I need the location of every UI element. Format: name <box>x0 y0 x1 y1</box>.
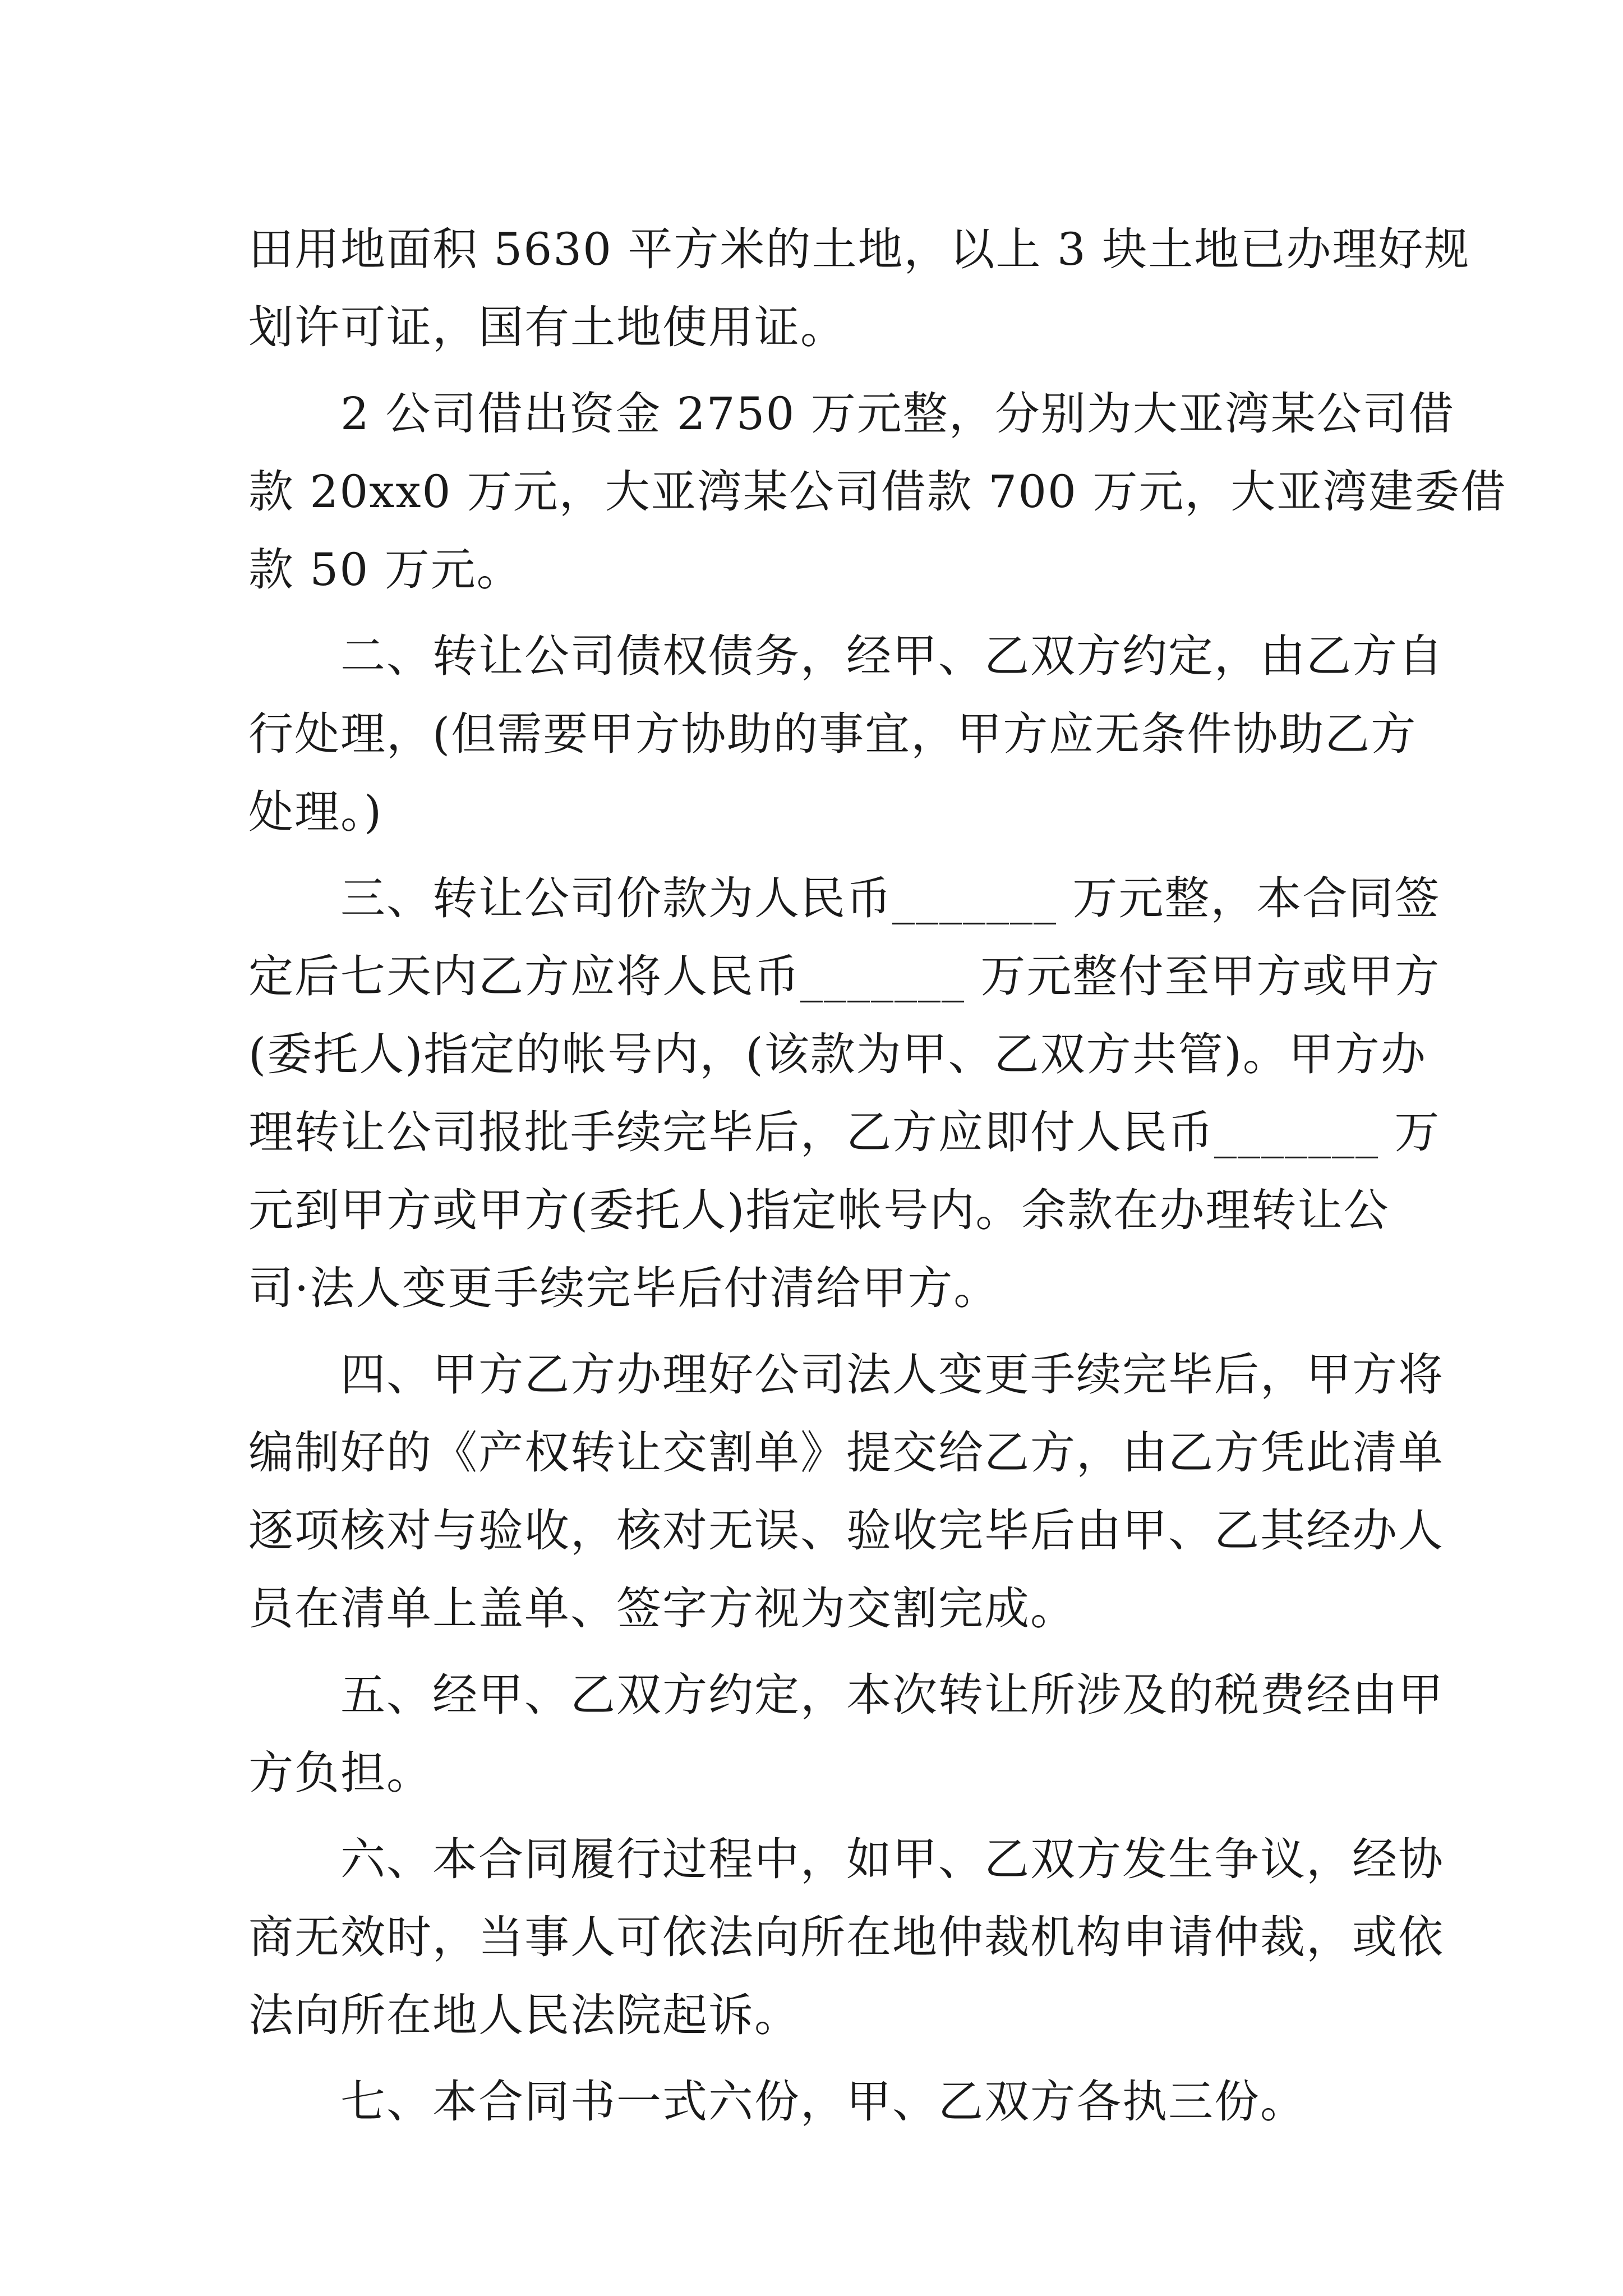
text-line: 方负担。 <box>248 1747 432 1799</box>
text-line: 逐项核对与验收，核对无误、验收完毕后由甲、乙其经办人 <box>248 1504 1444 1557</box>
text-line: 田用地面积 5630 平方米的土地，以上 3 块土地已办理好规 <box>248 223 1470 275</box>
paragraph-clause-3 <box>248 859 1441 1327</box>
paragraph-land-continuation <box>248 210 1470 366</box>
text-line: 三、转让公司价款为人民币_______ 万元整，本合同签 <box>340 872 1441 924</box>
paragraph-clause-4 <box>248 1336 1444 1648</box>
text-line: 七、本合同书一式六份，甲、乙双方各执三份。 <box>340 2076 1306 2128</box>
text-line: 法向所在地人民法院起诉。 <box>248 1989 800 2041</box>
text-line: 2 公司借出资金 2750 万元整，分别为大亚湾某公司借 <box>340 388 1455 440</box>
text-line: 行处理，(但需要甲方协助的事宜，甲方应无条件协助乙方 <box>248 708 1417 760</box>
document-body <box>248 210 1507 2141</box>
paragraph-clause-7 <box>248 2063 1393 2141</box>
text-line: 划许可证，国有土地使用证。 <box>248 301 846 353</box>
text-line: 定后七天内乙方应将人民币_______ 万元整付至甲方或甲方 <box>248 950 1441 1002</box>
text-line: 员在清单上盖单、签字方视为交割完成。 <box>248 1582 1076 1635</box>
paragraph-clause-2 <box>248 617 1444 851</box>
paragraph-loans <box>248 375 1507 609</box>
text-line: 商无效时，当事人可依法向所在地仲裁机构申请仲裁，或依 <box>248 1911 1444 1963</box>
text-line: (委托人)指定的帐号内，(该款为甲、乙双方共管)。甲方办 <box>248 1028 1427 1080</box>
text-line: 理转让公司报批手续完毕后，乙方应即付人民币_______ 万 <box>248 1106 1441 1158</box>
text-line: 款 50 万元。 <box>248 544 523 596</box>
text-line: 元到甲方或甲方(委托人)指定帐号内。余款在办理转让公 <box>248 1184 1390 1236</box>
paragraph-clause-5 <box>248 1656 1444 1812</box>
text-line: 处理。) <box>248 786 383 838</box>
text-line: 编制好的《产权转让交割单》提交给乙方，由乙方凭此清单 <box>248 1427 1444 1479</box>
text-line: 五、经甲、乙双方约定，本次转让所涉及的税费经由甲 <box>340 1669 1444 1721</box>
text-line: 二、转让公司债权债务，经甲、乙双方约定，由乙方自 <box>340 630 1444 682</box>
paragraph-clause-6 <box>248 1820 1444 2054</box>
text-line: 款 20xx0 万元，大亚湾某公司借款 700 万元，大亚湾建委借 <box>248 466 1507 518</box>
text-line: 四、甲方乙方办理好公司法人变更手续完毕后，甲方将 <box>340 1349 1444 1401</box>
text-line: 司·法人变更手续完毕后付清给甲方。 <box>248 1262 1000 1314</box>
text-line: 六、本合同履行过程中，如甲、乙双方发生争议，经协 <box>340 1833 1444 1885</box>
